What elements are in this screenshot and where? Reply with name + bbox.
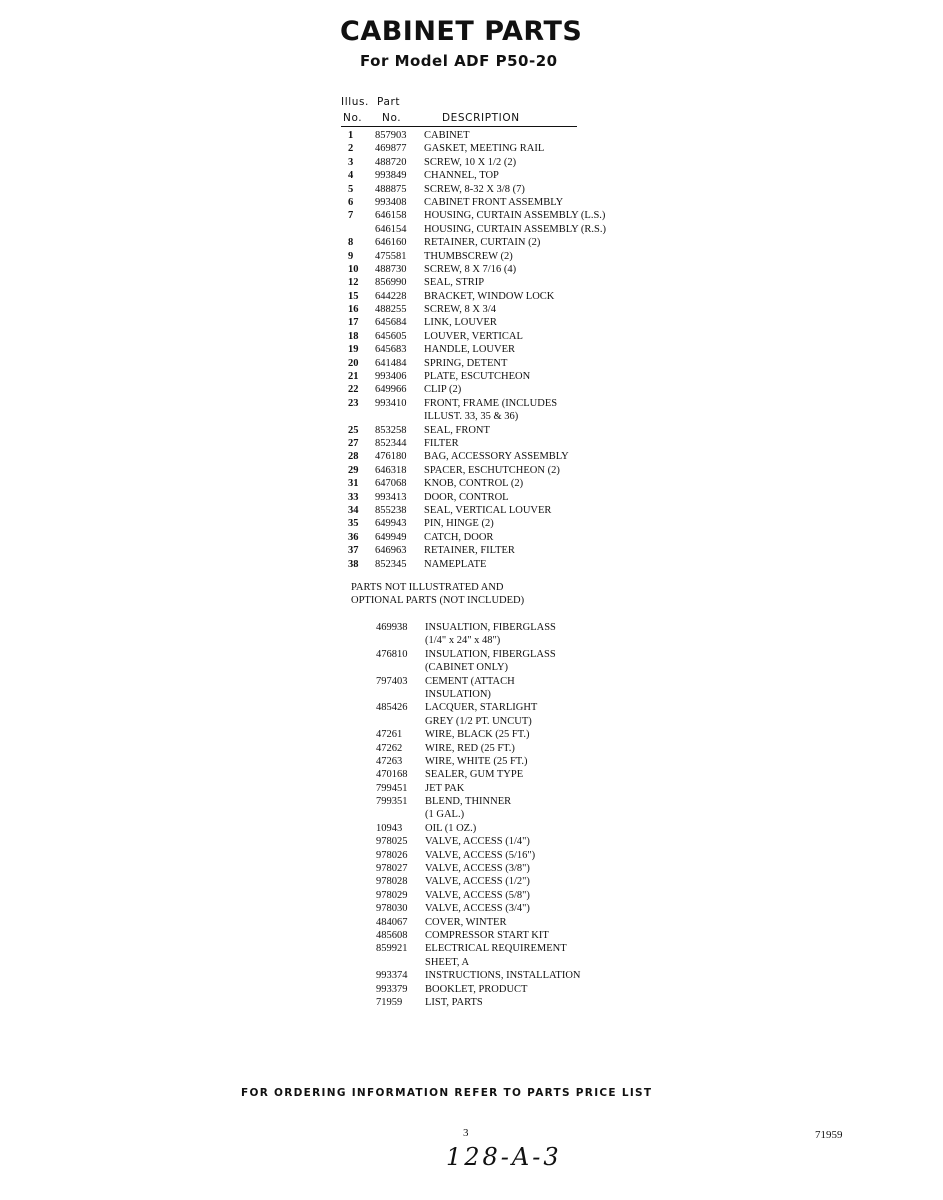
table-row — [348, 383, 648, 396]
table-row — [348, 517, 648, 530]
part-description: VALVE, ACCESS (5/8") — [425, 889, 530, 901]
part-description: SCREW, 8 X 3/4 — [424, 304, 496, 316]
part-description: (CABINET ONLY) — [425, 662, 509, 674]
illus-number: 15 — [348, 290, 359, 302]
part-number: 645684 — [375, 317, 407, 329]
illus-number: 19 — [348, 344, 359, 356]
part-number: 476180 — [375, 451, 407, 463]
illus-number: 36 — [348, 531, 359, 543]
list-item — [376, 621, 676, 634]
part-description: HANDLE, LOUVER — [424, 344, 515, 356]
document-number: 71959 — [815, 1129, 843, 1141]
part-number: 646158 — [375, 210, 407, 222]
part-description: CEMENT (ATTACH — [425, 675, 515, 687]
part-description: PLATE, ESCUTCHEON — [424, 371, 531, 383]
list-item — [376, 822, 676, 835]
part-description: WIRE, RED (25 FT.) — [425, 742, 515, 754]
illus-number: 4 — [348, 170, 354, 182]
illus-number: 20 — [348, 357, 359, 369]
part-number: 852345 — [375, 558, 407, 570]
part-number: 488720 — [375, 156, 407, 168]
table-row — [348, 316, 648, 329]
list-item — [376, 835, 676, 848]
part-number: 993408 — [375, 196, 407, 208]
part-number: 10943 — [376, 822, 403, 834]
table-row — [348, 142, 648, 155]
list-item — [376, 996, 676, 1009]
list-item — [376, 862, 676, 875]
part-number: 646318 — [375, 464, 407, 476]
part-description: LIST, PARTS — [425, 996, 483, 1008]
part-number: 993406 — [375, 371, 407, 383]
part-number: 855238 — [375, 504, 407, 516]
table-row — [348, 303, 648, 316]
list-item — [376, 795, 676, 808]
table-row — [348, 531, 648, 544]
illus-number: 17 — [348, 317, 359, 329]
table-row — [348, 196, 648, 209]
part-number: 797403 — [376, 675, 408, 687]
list-item — [376, 742, 676, 755]
part-number: 469938 — [376, 622, 408, 633]
part-description: CATCH, DOOR — [424, 531, 494, 543]
part-description: INSUALTION, FIBERGLASS — [425, 622, 556, 633]
part-description: CABINET FRONT ASSEMBLY — [424, 196, 564, 208]
illus-number: 28 — [348, 451, 359, 463]
illus-number: 31 — [348, 478, 359, 490]
parts-list — [348, 129, 648, 571]
part-number: 647068 — [375, 478, 407, 490]
part-number: 646160 — [375, 237, 407, 249]
part-description: NAMEPLATE — [424, 558, 487, 570]
illus-number: 3 — [348, 156, 354, 168]
part-description: GASKET, MEETING RAIL — [424, 143, 545, 155]
ordering-footer: FOR ORDERING INFORMATION REFER TO PARTS PRICE LIST — [241, 1087, 653, 1099]
part-description: (1/4" x 24" x 48") — [425, 635, 501, 647]
part-description: VALVE, ACCESS (1/4") — [425, 836, 530, 848]
table-row — [348, 156, 648, 169]
table-row — [348, 290, 648, 303]
list-item — [376, 715, 676, 728]
table-row — [348, 477, 648, 490]
part-number: 993374 — [376, 970, 408, 982]
part-number: 857903 — [375, 130, 407, 141]
table-row — [348, 330, 648, 343]
table-row — [348, 491, 648, 504]
table-row — [348, 250, 648, 263]
part-number: 644228 — [375, 290, 407, 302]
part-number: 649943 — [375, 518, 407, 530]
part-number: 649966 — [375, 384, 407, 396]
part-description: BAG, ACCESSORY ASSEMBLY — [424, 451, 569, 463]
illus-number: 23 — [348, 397, 359, 409]
illus-number: 7 — [348, 210, 354, 222]
part-number: 993410 — [375, 397, 407, 409]
part-description: LINK, LOUVER — [424, 317, 497, 329]
part-number: 47263 — [376, 755, 403, 767]
header-part: Part — [377, 96, 401, 108]
part-description: SHEET, A — [425, 956, 470, 968]
part-description: CLIP (2) — [424, 384, 462, 396]
list-item — [376, 782, 676, 795]
list-item — [376, 675, 676, 688]
part-description: SCREW, 8-32 X 3/8 (7) — [424, 183, 525, 195]
part-description: HOUSING, CURTAIN ASSEMBLY (R.S.) — [424, 223, 607, 235]
part-number: 853258 — [375, 424, 407, 436]
part-number: 47262 — [376, 742, 403, 754]
part-number: 488875 — [375, 183, 407, 195]
header-illus: Illus. — [341, 96, 369, 108]
part-number: 978027 — [376, 863, 408, 875]
part-number: 646963 — [375, 545, 407, 557]
illus-number: 37 — [348, 545, 359, 557]
part-number: 646154 — [375, 223, 407, 235]
not-illustrated-line: OPTIONAL PARTS (NOT INCLUDED) — [351, 595, 525, 607]
part-number: 852344 — [375, 437, 407, 449]
part-number: 859921 — [376, 943, 408, 955]
part-description: SCREW, 8 X 7/16 (4) — [424, 263, 517, 275]
table-row — [348, 504, 648, 517]
part-number: 978029 — [376, 889, 408, 901]
part-number: 645605 — [375, 330, 407, 342]
part-number: 47261 — [376, 729, 403, 741]
illus-number: 27 — [348, 437, 359, 449]
list-item — [376, 755, 676, 768]
part-description: SEAL, VERTICAL LOUVER — [424, 504, 552, 516]
not-illustrated-line: PARTS NOT ILLUSTRATED AND — [351, 582, 504, 593]
part-description: CABINET — [424, 130, 470, 141]
part-number: 978025 — [376, 836, 408, 848]
part-description: SPACER, ESCHUTCHEON (2) — [424, 464, 560, 476]
optional-parts-list — [376, 621, 676, 1009]
illus-number: 10 — [348, 263, 359, 275]
table-row — [348, 437, 648, 450]
illus-number: 8 — [348, 237, 354, 249]
part-number: 799451 — [376, 782, 408, 794]
part-description: BOOKLET, PRODUCT — [425, 983, 528, 995]
part-description: VALVE, ACCESS (1/2") — [425, 876, 530, 888]
part-description: LOUVER, VERTICAL — [424, 330, 523, 342]
illus-number: 16 — [348, 304, 359, 316]
header-part-no: No. — [382, 112, 402, 124]
illus-number: 29 — [348, 464, 359, 476]
table-row — [348, 343, 648, 356]
part-number: 978028 — [376, 876, 408, 888]
part-description: WIRE, WHITE (25 FT.) — [425, 755, 528, 767]
handwritten-note: 128-A-3 — [446, 1143, 562, 1171]
table-row — [348, 410, 648, 423]
part-description: BLEND, THINNER — [425, 796, 512, 808]
part-description: COVER, WINTER — [425, 916, 507, 928]
table-row — [348, 129, 648, 142]
table-row — [348, 397, 648, 410]
part-description: (1 GAL.) — [425, 809, 465, 821]
illus-number: 22 — [348, 384, 359, 396]
table-row — [348, 276, 648, 289]
not-illustrated-heading — [351, 581, 611, 608]
part-description: CHANNEL, TOP — [424, 170, 499, 182]
part-description: ILLUST. 33, 35 & 36) — [424, 411, 519, 423]
list-item — [376, 916, 676, 929]
part-description: KNOB, CONTROL (2) — [424, 478, 524, 490]
page-number: 3 — [463, 1127, 469, 1139]
list-item — [376, 889, 676, 902]
part-number: 488730 — [375, 263, 407, 275]
part-number: 856990 — [375, 277, 407, 289]
part-description: INSULATION, FIBERGLASS — [425, 648, 556, 660]
part-number: 488255 — [375, 304, 407, 316]
part-number: 993413 — [375, 491, 407, 503]
part-description: FRONT, FRAME (INCLUDES — [424, 397, 558, 409]
illus-number: 35 — [348, 518, 359, 530]
part-description: VALVE, ACCESS (3/4") — [425, 903, 530, 915]
table-row — [348, 464, 648, 477]
header-rule — [341, 126, 577, 127]
part-number: 641484 — [375, 357, 407, 369]
list-item — [376, 902, 676, 915]
part-description: SEAL, FRONT — [424, 424, 490, 436]
illus-number: 9 — [348, 250, 354, 262]
model-subtitle: For Model ADF P50-20 — [360, 52, 558, 70]
part-description: SPRING, DETENT — [424, 357, 508, 369]
list-item — [376, 688, 676, 701]
illus-number: 38 — [348, 558, 359, 570]
illus-number: 34 — [348, 504, 359, 516]
part-description: SCREW, 10 X 1/2 (2) — [424, 156, 517, 168]
part-description: HOUSING, CURTAIN ASSEMBLY (L.S.) — [424, 210, 606, 222]
part-description: FILTER — [424, 437, 459, 449]
part-number: 978030 — [376, 903, 408, 915]
part-description: RETAINER, CURTAIN (2) — [424, 237, 541, 249]
list-item — [376, 956, 676, 969]
part-description: OIL (1 OZ.) — [425, 822, 477, 834]
table-row — [348, 236, 648, 249]
table-row — [348, 263, 648, 276]
list-item — [376, 634, 676, 647]
part-number: 469877 — [375, 143, 407, 155]
table-row — [348, 424, 648, 437]
list-item — [376, 728, 676, 741]
part-number: 645683 — [375, 344, 407, 356]
part-number: 993379 — [376, 983, 408, 995]
illus-number: 2 — [348, 143, 354, 155]
table-row — [348, 357, 648, 370]
part-number: 470168 — [376, 769, 408, 781]
part-number: 978026 — [376, 849, 408, 861]
table-row — [348, 370, 648, 383]
part-description: PIN, HINGE (2) — [424, 518, 494, 530]
table-row — [348, 450, 648, 463]
list-item — [376, 661, 676, 674]
table-row — [348, 169, 648, 182]
part-number: 485608 — [376, 929, 408, 941]
part-number: 649949 — [375, 531, 407, 543]
part-description: ELECTRICAL REQUIREMENT — [425, 943, 567, 955]
part-description: JET PAK — [425, 782, 465, 794]
part-description: INSULATION) — [425, 688, 491, 700]
part-description: INSTRUCTIONS, INSTALLATION — [425, 970, 581, 982]
part-description: VALVE, ACCESS (3/8") — [425, 863, 530, 875]
part-description: COMPRESSOR START KIT — [425, 929, 549, 941]
illus-number: 1 — [348, 130, 354, 141]
illus-number: 5 — [348, 183, 354, 195]
part-number: 71959 — [376, 996, 403, 1008]
part-number: 475581 — [375, 250, 407, 262]
part-number: 993849 — [375, 170, 407, 182]
part-number: 485426 — [376, 702, 408, 714]
list-item — [376, 701, 676, 714]
list-item — [376, 929, 676, 942]
table-row — [348, 558, 648, 571]
part-description: SEALER, GUM TYPE — [425, 769, 524, 781]
list-item — [376, 808, 676, 821]
part-description: THUMBSCREW (2) — [424, 250, 513, 262]
part-description: SEAL, STRIP — [424, 277, 485, 289]
page-title: CABINET PARTS — [340, 16, 583, 47]
part-description: BRACKET, WINDOW LOCK — [424, 290, 555, 302]
list-item — [376, 768, 676, 781]
part-description: GREY (1/2 PT. UNCUT) — [425, 715, 532, 727]
part-description: VALVE, ACCESS (5/16") — [425, 849, 536, 861]
list-item — [376, 942, 676, 955]
list-item — [376, 849, 676, 862]
part-description: WIRE, BLACK (25 FT.) — [425, 729, 530, 741]
part-description: LACQUER, STARLIGHT — [425, 702, 538, 714]
illus-number: 12 — [348, 277, 359, 289]
part-number: 476810 — [376, 648, 408, 660]
illus-number: 21 — [348, 371, 359, 383]
list-item — [376, 875, 676, 888]
part-description: DOOR, CONTROL — [424, 491, 509, 503]
table-row — [348, 209, 648, 222]
table-row — [348, 223, 648, 236]
list-item — [376, 983, 676, 996]
table-row — [348, 183, 648, 196]
illus-number: 25 — [348, 424, 359, 436]
illus-number: 18 — [348, 330, 359, 342]
part-number: 484067 — [376, 916, 408, 928]
illus-number: 6 — [348, 196, 354, 208]
part-number: 799351 — [376, 796, 408, 808]
header-description: DESCRIPTION — [442, 112, 520, 124]
list-item — [376, 969, 676, 982]
list-item — [376, 648, 676, 661]
table-row — [348, 544, 648, 557]
part-description: RETAINER, FILTER — [424, 545, 515, 557]
header-illus-no: No. — [343, 112, 363, 124]
illus-number: 33 — [348, 491, 359, 503]
